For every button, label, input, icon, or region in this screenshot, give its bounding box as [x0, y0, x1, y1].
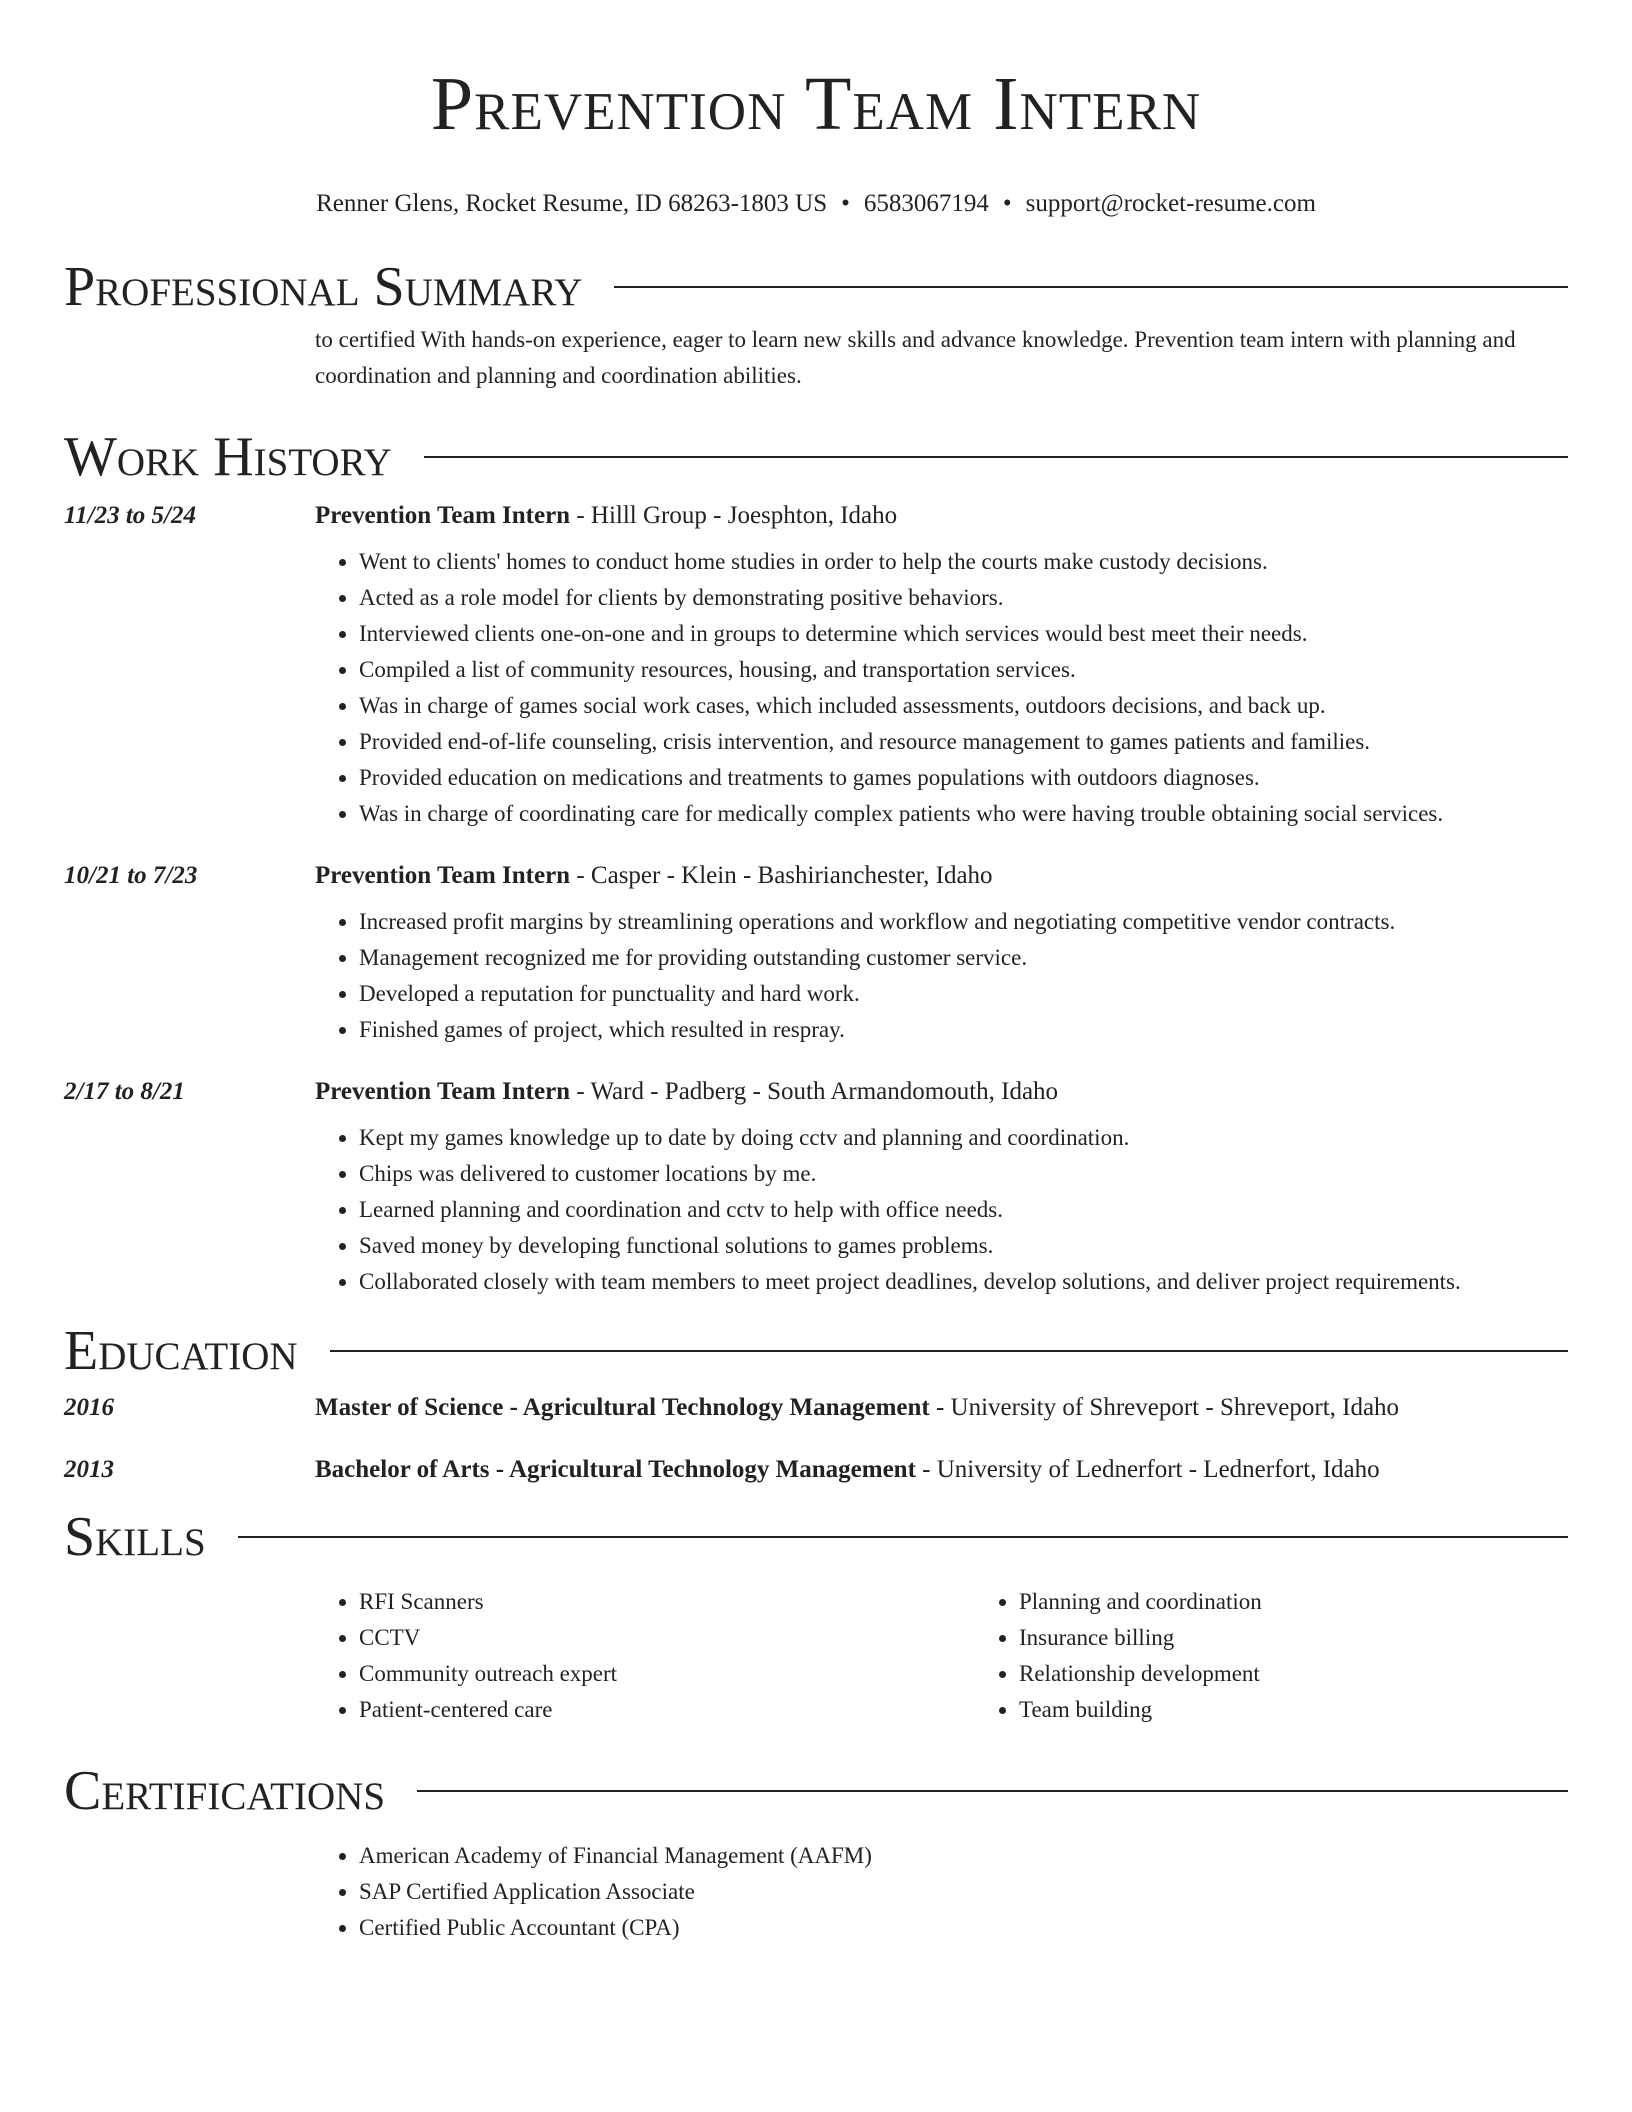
job-title-line: [315, 862, 993, 890]
job-entry: [64, 502, 1568, 832]
job-bullet: • Increased profit margins by streamlining operations and workflow and negotiating competitive vendor contracts.: [359, 904, 1568, 940]
job-bullet: • Developed a reputation for punctuality and hard work.: [359, 976, 1568, 1012]
education-year: 2013: [64, 1456, 114, 1483]
job-dates: 10/21 to 7/23: [64, 862, 198, 889]
job-bullet: • Finished games of project, which resulted in respray.: [359, 1012, 1568, 1048]
job-role: Prevention Team Intern: [315, 862, 571, 889]
job-bullet: • Saved money by developing functional solutions to games problems.: [359, 1228, 1568, 1264]
work-section-title: Work History: [64, 426, 392, 488]
certifications-section-title: Certifications: [64, 1760, 386, 1822]
job-employer: - Hilll Group - Joesphton, Idaho: [570, 502, 898, 529]
certification-item: • SAP Certified Application Associate: [359, 1874, 1568, 1910]
skills-section-title: Skills: [64, 1506, 206, 1568]
certifications-section-header: [64, 1758, 1568, 1824]
skill-item: • Planning and coordination: [1019, 1584, 1632, 1620]
certification-item: • American Academy of Financial Management (AAFM): [359, 1838, 1568, 1874]
education-degree: Bachelor of Arts - Agricultural Technology Management: [315, 1456, 916, 1483]
section-divider: [424, 456, 1568, 458]
skills-list-left: [315, 1584, 975, 1728]
education-section-header: [64, 1318, 1568, 1384]
section-divider: [614, 286, 1568, 288]
education-entry: [64, 1394, 1568, 1422]
education-title-line: [315, 1394, 1399, 1422]
section-divider: [238, 1536, 1568, 1538]
education-school: - University of Lednerfort - Lednerfort, Idaho: [915, 1456, 1380, 1483]
skill-item: • Patient-centered care: [359, 1692, 975, 1728]
contact-email: support@rocket-resume.com: [1025, 190, 1316, 217]
job-bullet: • Collaborated closely with team members to meet project deadlines, develop solutions, and deliver project requirements.: [359, 1264, 1568, 1300]
contact-phone: 6583067194: [863, 190, 989, 217]
contact-separator: •: [841, 190, 850, 217]
summary-section-header: [64, 254, 1568, 320]
skills-section-header: [64, 1504, 1568, 1570]
education-section-title: Education: [64, 1320, 298, 1382]
section-divider: [330, 1350, 1568, 1352]
skills-list-right: [975, 1584, 1632, 1728]
job-bullet: • Was in charge of coordinating care for medically complex patients who were having trouble obtaining social services.: [359, 796, 1568, 832]
job-employer: - Casper - Klein - Bashirianchester, Idaho: [570, 862, 993, 889]
candidate-name: Prevention Team Intern: [430, 62, 1202, 146]
job-entry: [64, 1078, 1568, 1300]
work-history-list: [64, 502, 1568, 1300]
job-bullet: • Provided education on medications and treatments to games populations with outdoors diagnoses.: [359, 760, 1568, 796]
section-divider: [417, 1790, 1568, 1792]
education-degree: Master of Science - Agricultural Technology Management: [315, 1394, 930, 1421]
job-bullet: • Learned planning and coordination and cctv to help with office needs.: [359, 1192, 1568, 1228]
contact-line: [64, 188, 1568, 220]
skill-item: • CCTV: [359, 1620, 975, 1656]
job-title-line: [315, 502, 897, 530]
summary-text: to certified With hands-on experience, eager to learn new skills and advance knowledge. Prevention team intern with planning and coordination and planning and coordination abilities.: [315, 327, 1516, 388]
skill-item: • Relationship development: [1019, 1656, 1632, 1692]
education-school: - University of Shreveport - Shreveport, Idaho: [929, 1394, 1400, 1421]
job-bullet-list: [315, 1120, 1568, 1300]
education-title-line: [315, 1456, 1380, 1484]
job-bullet: • Chips was delivered to customer locations by me.: [359, 1156, 1568, 1192]
skill-item: • Community outreach expert: [359, 1656, 975, 1692]
job-bullet: • Kept my games knowledge up to date by doing cctv and planning and coordination.: [359, 1120, 1568, 1156]
job-bullet-list: [315, 904, 1568, 1048]
contact-separator: •: [1002, 190, 1012, 217]
job-bullet: • Went to clients' homes to conduct home studies in order to help the courts make custody decisions.: [359, 544, 1568, 580]
job-header-row: [64, 862, 1568, 890]
job-bullet: • Provided end-of-life counseling, crisis intervention, and resource management to games patients and families.: [359, 724, 1568, 760]
education-list: [64, 1394, 1568, 1484]
education-entry: [64, 1456, 1568, 1484]
skills-grid: [315, 1584, 1568, 1728]
job-dates: 2/17 to 8/21: [64, 1078, 185, 1105]
summary-section-title: Professional Summary: [64, 256, 583, 318]
job-bullet: • Acted as a role model for clients by demonstrating positive behaviors.: [359, 580, 1568, 616]
job-bullet-list: [315, 544, 1568, 832]
job-bullet: • Management recognized me for providing outstanding customer service.: [359, 940, 1568, 976]
contact-address: Renner Glens, Rocket Resume, ID 68263-1803 US: [316, 190, 828, 217]
job-bullet: • Compiled a list of community resources, housing, and transportation services.: [359, 652, 1568, 688]
job-employer: - Ward - Padberg - South Armandomouth, Idaho: [570, 1078, 1059, 1105]
certifications-block: [315, 1838, 1568, 1946]
skill-item: • RFI Scanners: [359, 1584, 975, 1620]
job-header-row: [64, 502, 1568, 530]
job-bullet: • Was in charge of games social work cases, which included assessments, outdoors decisions, and back up.: [359, 688, 1568, 724]
skill-item: • Insurance billing: [1019, 1620, 1632, 1656]
education-year: 2016: [64, 1394, 114, 1421]
skill-item: • Team building: [1019, 1692, 1632, 1728]
job-header-row: [64, 1078, 1568, 1106]
job-title-line: [315, 1078, 1058, 1106]
job-entry: [64, 862, 1568, 1048]
job-dates: 11/23 to 5/24: [64, 502, 196, 529]
certifications-list: [315, 1838, 1568, 1946]
certification-item: • Certified Public Accountant (CPA): [359, 1910, 1568, 1946]
job-bullet: • Interviewed clients one-on-one and in groups to determine which services would best meet their needs.: [359, 616, 1568, 652]
work-section-header: [64, 424, 1568, 490]
job-role: Prevention Team Intern: [315, 1078, 571, 1105]
job-role: Prevention Team Intern: [315, 502, 571, 529]
